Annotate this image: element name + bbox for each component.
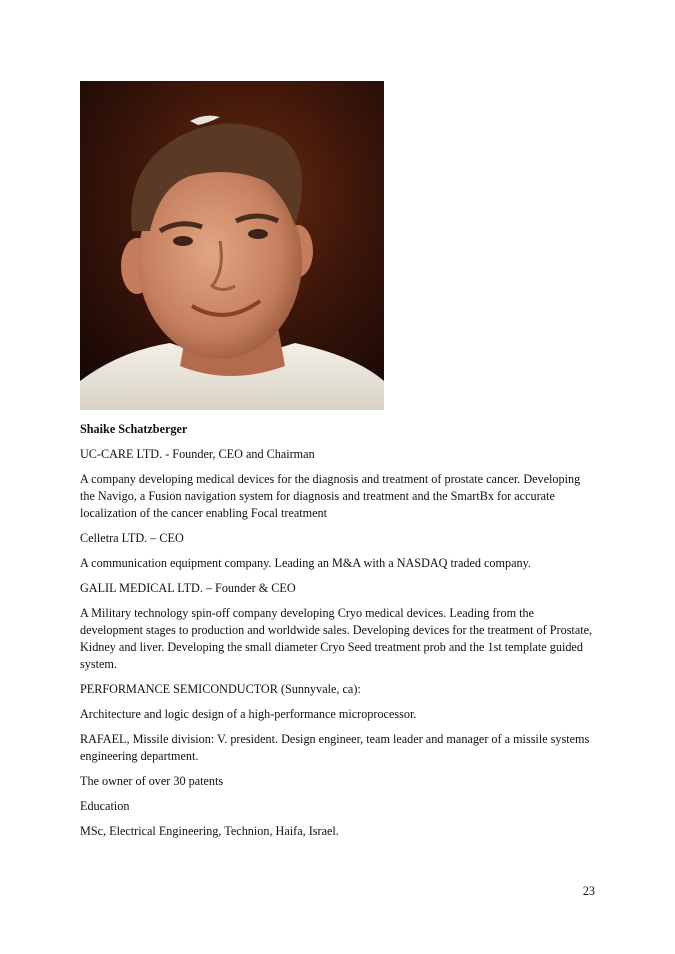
bio-paragraph: Architecture and logic design of a high-performance microprocessor. (80, 707, 417, 721)
bio-paragraph: PERFORMANCE SEMICONDUCTOR (Sunnyvale, ca): (80, 682, 361, 696)
person-name: Shaike Schatzberger (80, 422, 188, 436)
bio-paragraph: UC-CARE LTD. - Founder, CEO and Chairman (80, 447, 315, 461)
page-number: 23 (582, 884, 595, 898)
bio-paragraph: The owner of over 30 patents (80, 774, 224, 788)
bio-paragraph: A Military technology spin-off company developing Cryo medical devices. Leading from the development stages to production and worldwide sales. Developing devices for the treatment of Prostate, Kidney and liver. Developing the small diameter Cryo Seed treatment prob and the 1st template guided system. (80, 606, 593, 671)
bio-paragraph: MSc, Electrical Engineering, Technion, Haifa, Israel. (80, 824, 339, 838)
biography-text (80, 421, 595, 848)
portrait-image (80, 81, 384, 410)
bio-paragraph: RAFAEL, Missile division: V. president. Design engineer, team leader and manager of a missile systems engineering department. (80, 732, 590, 763)
bio-paragraph: A company developing medical devices for the diagnosis and treatment of prostate cancer. Developing the Navigo, a Fusion navigation system for diagnosis and treatment and the SmartBx for accurate localization of the cancer enabling Focal treatment (80, 472, 581, 520)
bio-paragraph: Education (80, 799, 130, 813)
bio-paragraph: GALIL MEDICAL LTD. – Founder & CEO (80, 581, 296, 595)
portrait-photo (80, 81, 384, 410)
bio-paragraph: A communication equipment company. Leading an M&A with a NASDAQ traded company. (80, 556, 531, 570)
bio-paragraph: Celletra LTD. – CEO (80, 531, 184, 545)
